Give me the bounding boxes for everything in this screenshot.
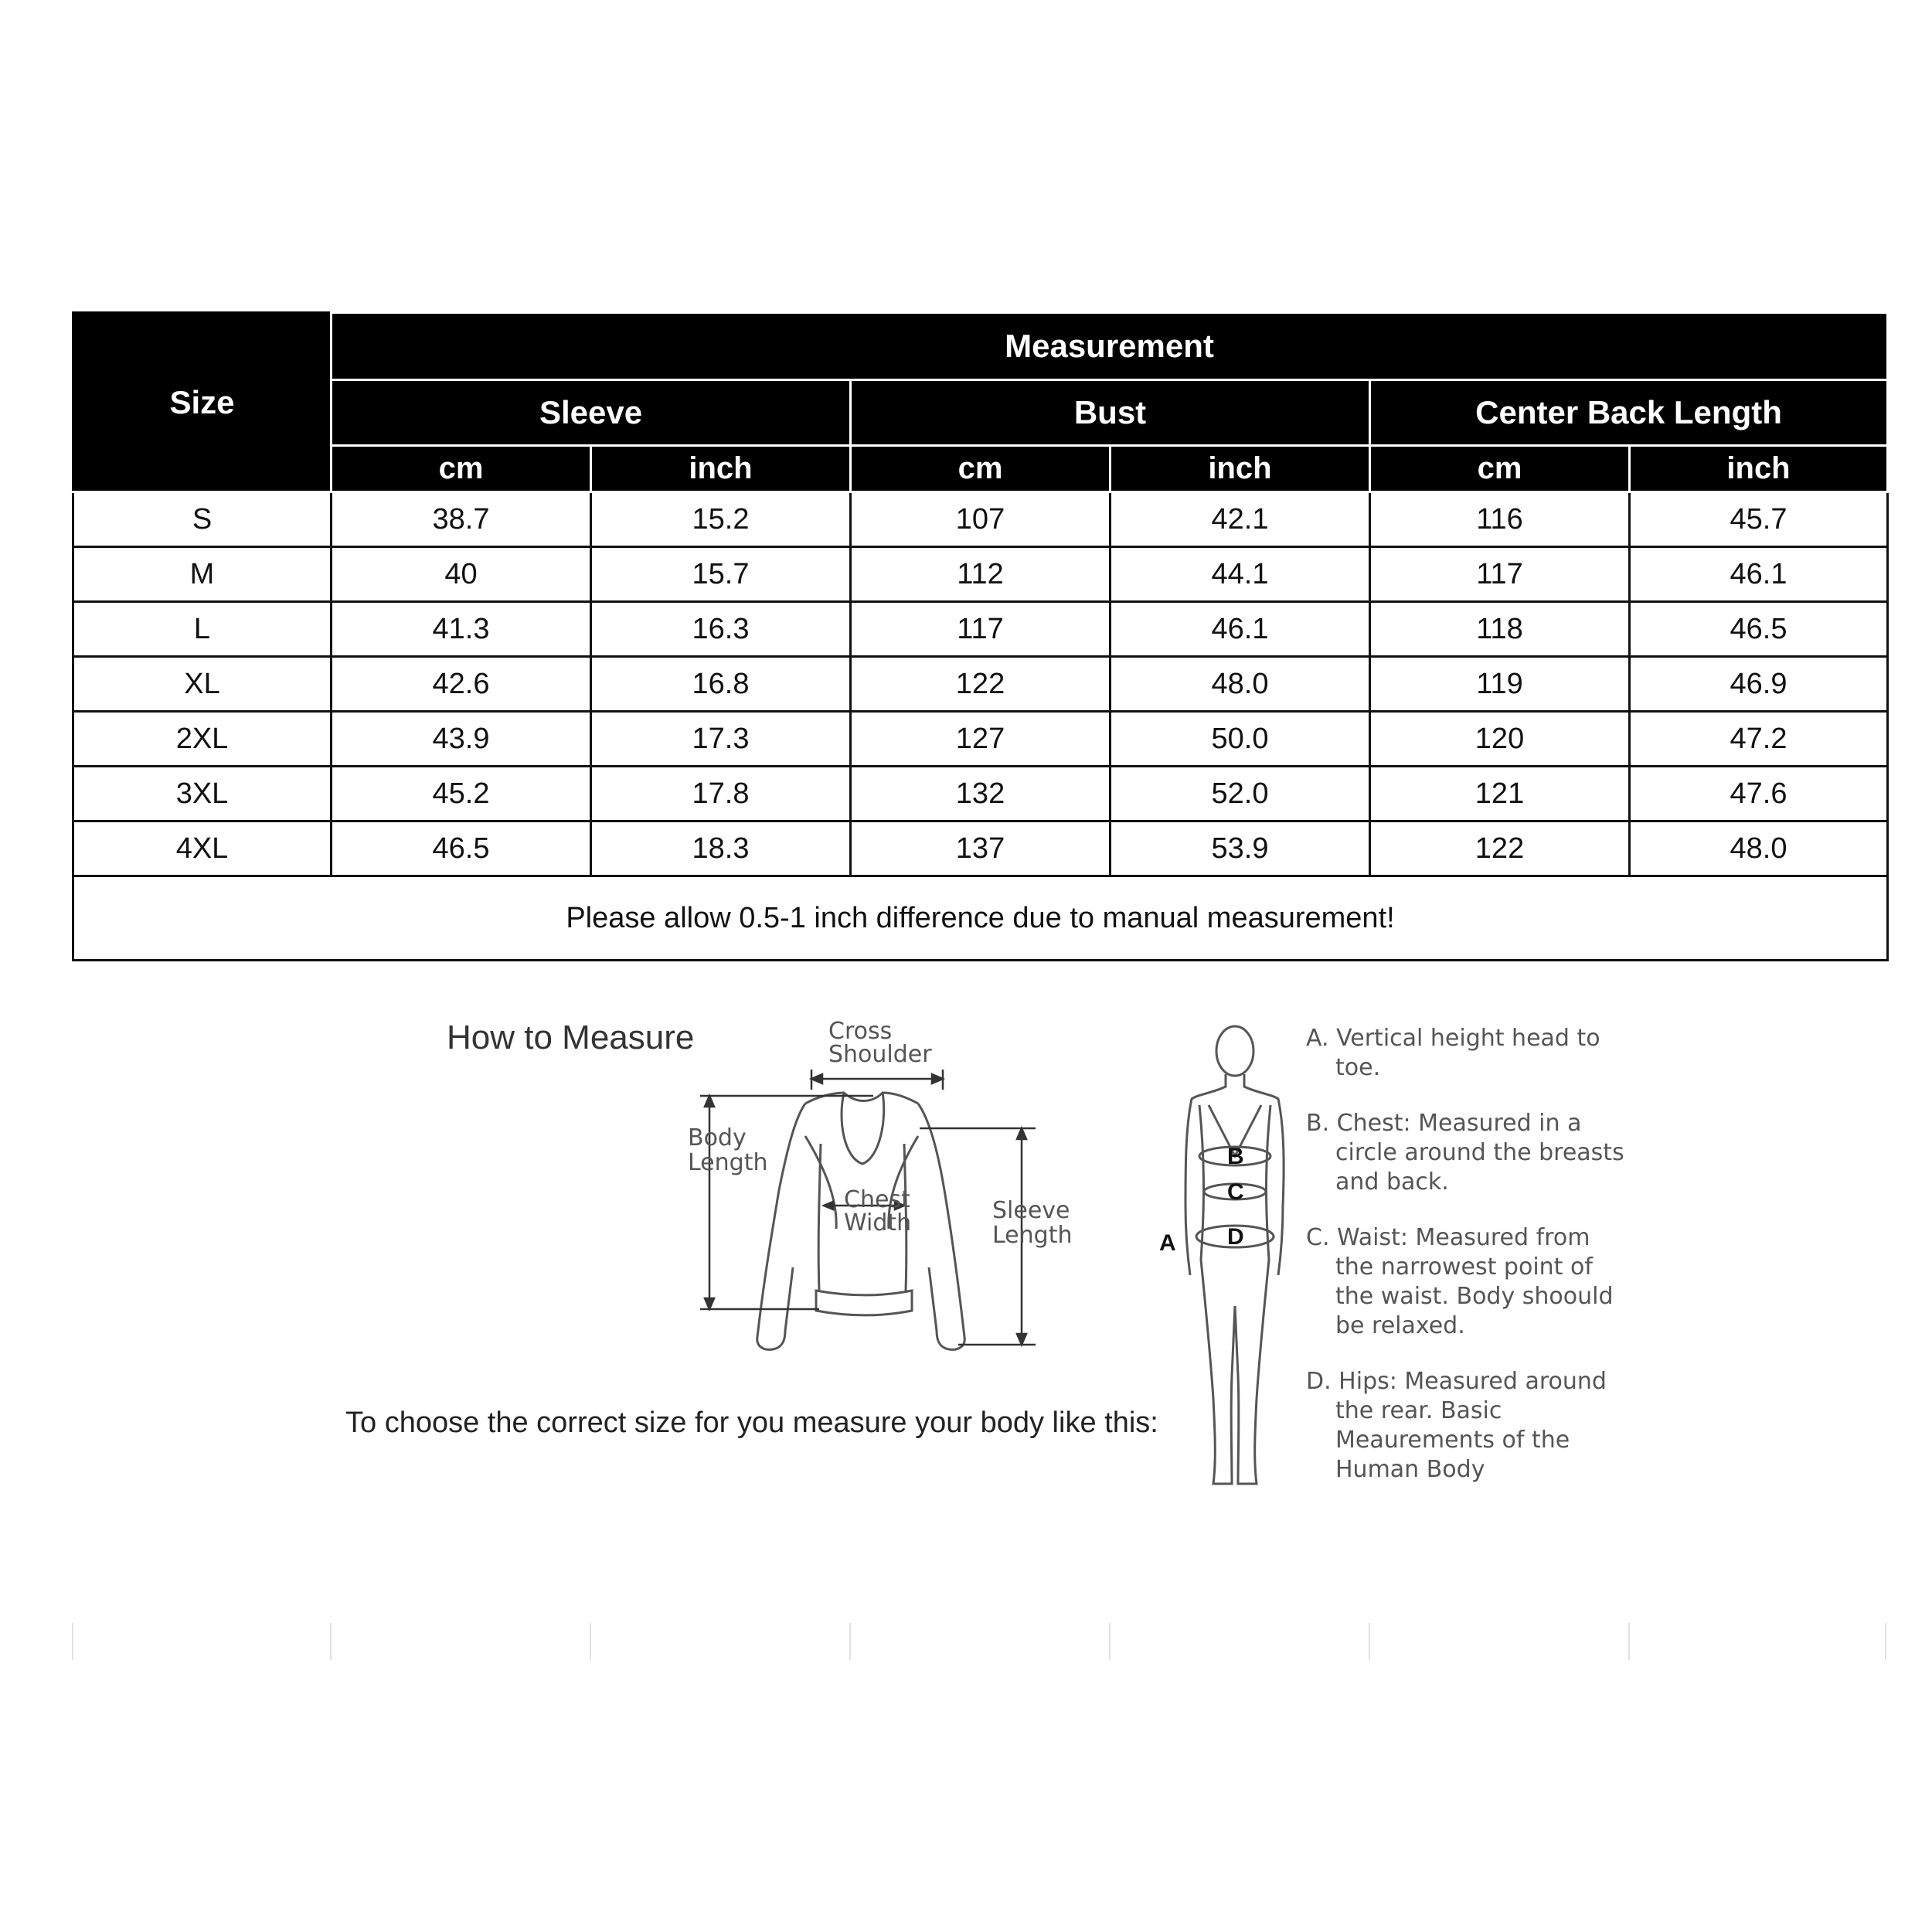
guide-tick xyxy=(330,1623,332,1660)
size-cell: 3XL xyxy=(73,767,332,821)
table-row xyxy=(73,712,1888,767)
table-cell: 116 xyxy=(1370,492,1630,547)
table-cell: 16.3 xyxy=(591,602,851,657)
hip-marker: D xyxy=(1227,1224,1244,1250)
left-sleeve xyxy=(757,1104,805,1349)
sleeve-header: Sleeve xyxy=(332,380,851,446)
cross-shoulder-label: Cross xyxy=(828,1018,893,1045)
table-cell: 120 xyxy=(1370,712,1630,767)
table-cell: 47.6 xyxy=(1630,767,1888,821)
table-cell: 118 xyxy=(1370,602,1630,657)
measurement-definitions xyxy=(1306,1024,1631,1511)
unit-header: inch xyxy=(1111,446,1370,492)
table-cell: 112 xyxy=(851,547,1111,602)
how-to-measure-title: How to Measure xyxy=(447,1019,695,1056)
size-header: Size xyxy=(73,313,332,492)
column-guide-ticks xyxy=(0,1623,1932,1660)
unit-header: cm xyxy=(851,446,1111,492)
sleeve-length-label: Length xyxy=(992,1222,1073,1249)
size-cell: 2XL xyxy=(73,712,332,767)
guide-tick xyxy=(849,1623,851,1660)
size-cell: S xyxy=(73,492,332,547)
arrow-head xyxy=(811,1074,822,1083)
hem-band xyxy=(816,1291,912,1315)
waist-marker: C xyxy=(1227,1179,1244,1205)
table-cell: 38.7 xyxy=(332,492,591,547)
definition-b: B. Chest: Measured in a circle around the breasts and back. xyxy=(1306,1110,1624,1196)
right-sleeve xyxy=(918,1104,964,1349)
guide-tick xyxy=(72,1623,73,1660)
table-cell: 122 xyxy=(851,657,1111,712)
table-cell: 15.7 xyxy=(591,547,851,602)
definition-d: D. Hips: Measured around the rear. Basic Meaurements of the Human Body xyxy=(1306,1368,1607,1483)
sleeve-length-label: Sleeve xyxy=(992,1197,1070,1224)
unit-header: cm xyxy=(332,446,591,492)
table-cell: 46.5 xyxy=(1630,602,1888,657)
instruction-text: To choose the correct size for you measure your body like this: xyxy=(345,1406,1158,1439)
table-cell: 42.1 xyxy=(1111,492,1370,547)
body-diagram xyxy=(1151,1012,1298,1507)
chest-width-label: Chest xyxy=(844,1186,910,1213)
neckline xyxy=(842,1093,884,1164)
unit-header: inch xyxy=(591,446,851,492)
garment-diagram xyxy=(672,1012,1105,1360)
guide-tick xyxy=(1369,1623,1370,1660)
table-cell: 15.2 xyxy=(591,492,851,547)
table-cell: 18.3 xyxy=(591,821,851,876)
size-cell: L xyxy=(73,602,332,657)
guide-tick xyxy=(1885,1623,1886,1660)
arrow-head xyxy=(1017,1128,1026,1139)
table-cell: 48.0 xyxy=(1630,821,1888,876)
body-length-label: Length xyxy=(688,1149,768,1176)
measurement-note: Please allow 0.5-1 inch difference due to manual measurement! xyxy=(73,876,1888,961)
guide-tick xyxy=(1109,1623,1111,1660)
definition-a: A. Vertical height head to toe. xyxy=(1306,1025,1600,1081)
bust-header: Bust xyxy=(851,380,1370,446)
arrow-head xyxy=(705,1096,714,1107)
table-cell: 41.3 xyxy=(332,602,591,657)
measurement-header: Measurement xyxy=(332,313,1888,380)
table-cell: 117 xyxy=(851,602,1111,657)
table-cell: 127 xyxy=(851,712,1111,767)
head xyxy=(1216,1026,1253,1076)
size-cell: 4XL xyxy=(73,821,332,876)
table-row xyxy=(73,547,1888,602)
table-cell: 45.2 xyxy=(332,767,591,821)
table-cell: 117 xyxy=(1370,547,1630,602)
table-row xyxy=(73,821,1888,876)
table-cell: 119 xyxy=(1370,657,1630,712)
table-cell: 122 xyxy=(1370,821,1630,876)
body-length-label: Body xyxy=(688,1124,747,1151)
table-cell: 45.7 xyxy=(1630,492,1888,547)
table-row xyxy=(73,657,1888,712)
chest-width-label: Width xyxy=(844,1209,912,1236)
unit-header: inch xyxy=(1630,446,1888,492)
table-cell: 17.8 xyxy=(591,767,851,821)
shoulder-line xyxy=(805,1093,918,1104)
table-row xyxy=(73,492,1888,547)
table-cell: 16.8 xyxy=(591,657,851,712)
arrow-head xyxy=(705,1298,714,1309)
size-cell: M xyxy=(73,547,332,602)
table-cell: 107 xyxy=(851,492,1111,547)
table-cell: 46.1 xyxy=(1111,602,1370,657)
cross-shoulder-label: Shoulder xyxy=(828,1041,932,1068)
table-cell: 132 xyxy=(851,767,1111,821)
table-cell: 137 xyxy=(851,821,1111,876)
table-cell: 46.5 xyxy=(332,821,591,876)
guide-tick xyxy=(590,1623,591,1660)
chest-marker: B xyxy=(1227,1144,1244,1169)
table-cell: 42.6 xyxy=(332,657,591,712)
table-cell: 52.0 xyxy=(1111,767,1370,821)
arrow-head xyxy=(1017,1334,1026,1345)
note-row xyxy=(73,876,1888,961)
table-cell: 53.9 xyxy=(1111,821,1370,876)
table-cell: 46.1 xyxy=(1630,547,1888,602)
size-cell: XL xyxy=(73,657,332,712)
table-cell: 48.0 xyxy=(1111,657,1370,712)
center-back-length-header: Center Back Length xyxy=(1370,380,1888,446)
arrow-head xyxy=(932,1074,943,1083)
arrow-head xyxy=(824,1202,833,1209)
size-chart-table xyxy=(72,311,1889,961)
height-marker: A xyxy=(1159,1230,1176,1256)
table-cell: 46.9 xyxy=(1630,657,1888,712)
guide-tick xyxy=(1628,1623,1630,1660)
table-cell: 43.9 xyxy=(332,712,591,767)
table-cell: 50.0 xyxy=(1111,712,1370,767)
table-cell: 40 xyxy=(332,547,591,602)
table-cell: 47.2 xyxy=(1630,712,1888,767)
unit-header: cm xyxy=(1370,446,1630,492)
definition-c: C. Waist: Measured from the narrowest point of the waist. Body shoould be relaxed. xyxy=(1306,1224,1614,1339)
table-cell: 44.1 xyxy=(1111,547,1370,602)
table-row xyxy=(73,767,1888,821)
table-cell: 17.3 xyxy=(591,712,851,767)
table-cell: 121 xyxy=(1370,767,1630,821)
table-row xyxy=(73,602,1888,657)
